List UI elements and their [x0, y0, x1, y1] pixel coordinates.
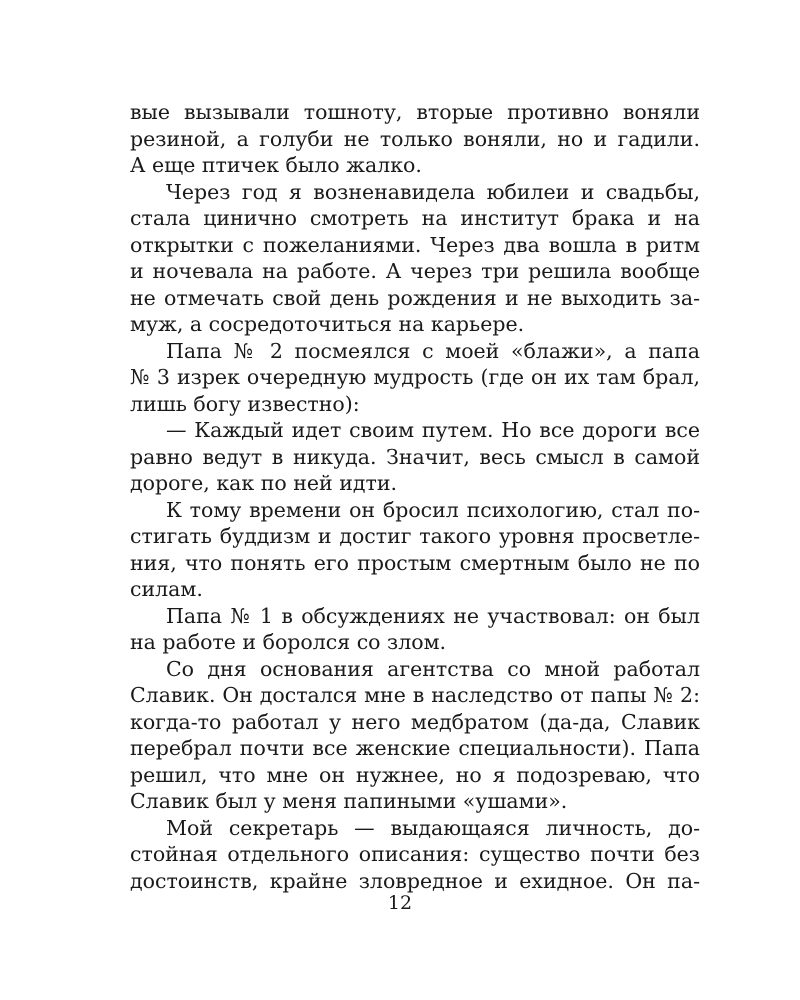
text-line: достоинств, крайне зловредное и ехидное. Он па- — [130, 868, 700, 893]
text-line: на работе и боролся со злом. — [130, 630, 447, 654]
text-line: открытки с пожеланиями. Через два вошла в ритм — [130, 232, 700, 257]
text-line: Мой секретарь — выдающаяся личность, до- — [166, 815, 700, 840]
text-line: ния, что понять его простым смертным было не по — [130, 550, 700, 575]
text-line: дороге, как по ней идти. — [130, 471, 398, 495]
text-line: Славик был у меня папиными «ушами». — [130, 789, 568, 813]
text-line: перебрал почти все женские специальности). Папа — [130, 736, 700, 760]
text-line: Папа № 2 посмеялся с моей «блажи», а папа — [166, 338, 700, 363]
text-line: лишь богу известно): — [130, 391, 360, 416]
text-line: вые вызывали тошноту, вторые противно воняли — [130, 100, 700, 124]
text-line: резиной, а голуби не только воняли, но и гадили. — [130, 126, 700, 151]
page-number: 12 — [387, 892, 413, 914]
text-line: стигать буддизм и достиг такого уровня просветле- — [130, 524, 700, 548]
text-line: Папа № 1 в обсуждениях не участвовал: он был — [166, 603, 700, 628]
text-line: решил, что мне он нужнее, но я подозреваю, что — [130, 762, 700, 787]
text-line: и ночевала на работе. А через три решила вообще — [130, 259, 700, 283]
text-line: Со дня основания агентства со мной работал — [166, 656, 700, 681]
text-line: № 3 изрек очередную мудрость (где он их там брал, — [130, 365, 700, 389]
text-line: муж, а сосредоточиться на карьере. — [130, 312, 525, 336]
text-line: равно ведут в никуда. Значит, весь смысл в самой — [130, 444, 700, 469]
text-line: — Каждый идет своим путем. Но все дороги все — [166, 418, 700, 442]
text-line: стала цинично смотреть на институт брака и на — [130, 206, 700, 230]
text-line: К тому времени он бросил психологию, стал по- — [166, 497, 700, 522]
text-line: Через год я возненавидела юбилеи и свадьбы, — [166, 179, 700, 204]
text-line: А еще птичек было жалко. — [130, 153, 422, 177]
text-line: силам. — [130, 577, 203, 601]
text-line: стойная отдельного описания: существо почти без — [130, 842, 700, 866]
text-line: Славик. Он достался мне в наследство от папы № 2: — [130, 683, 700, 707]
body-text — [130, 99, 700, 894]
text-line: не отмечать свой день рождения и не выходить за- — [130, 285, 700, 310]
text-line: когда-то работал у него медбратом (да-да, Славик — [130, 709, 700, 734]
